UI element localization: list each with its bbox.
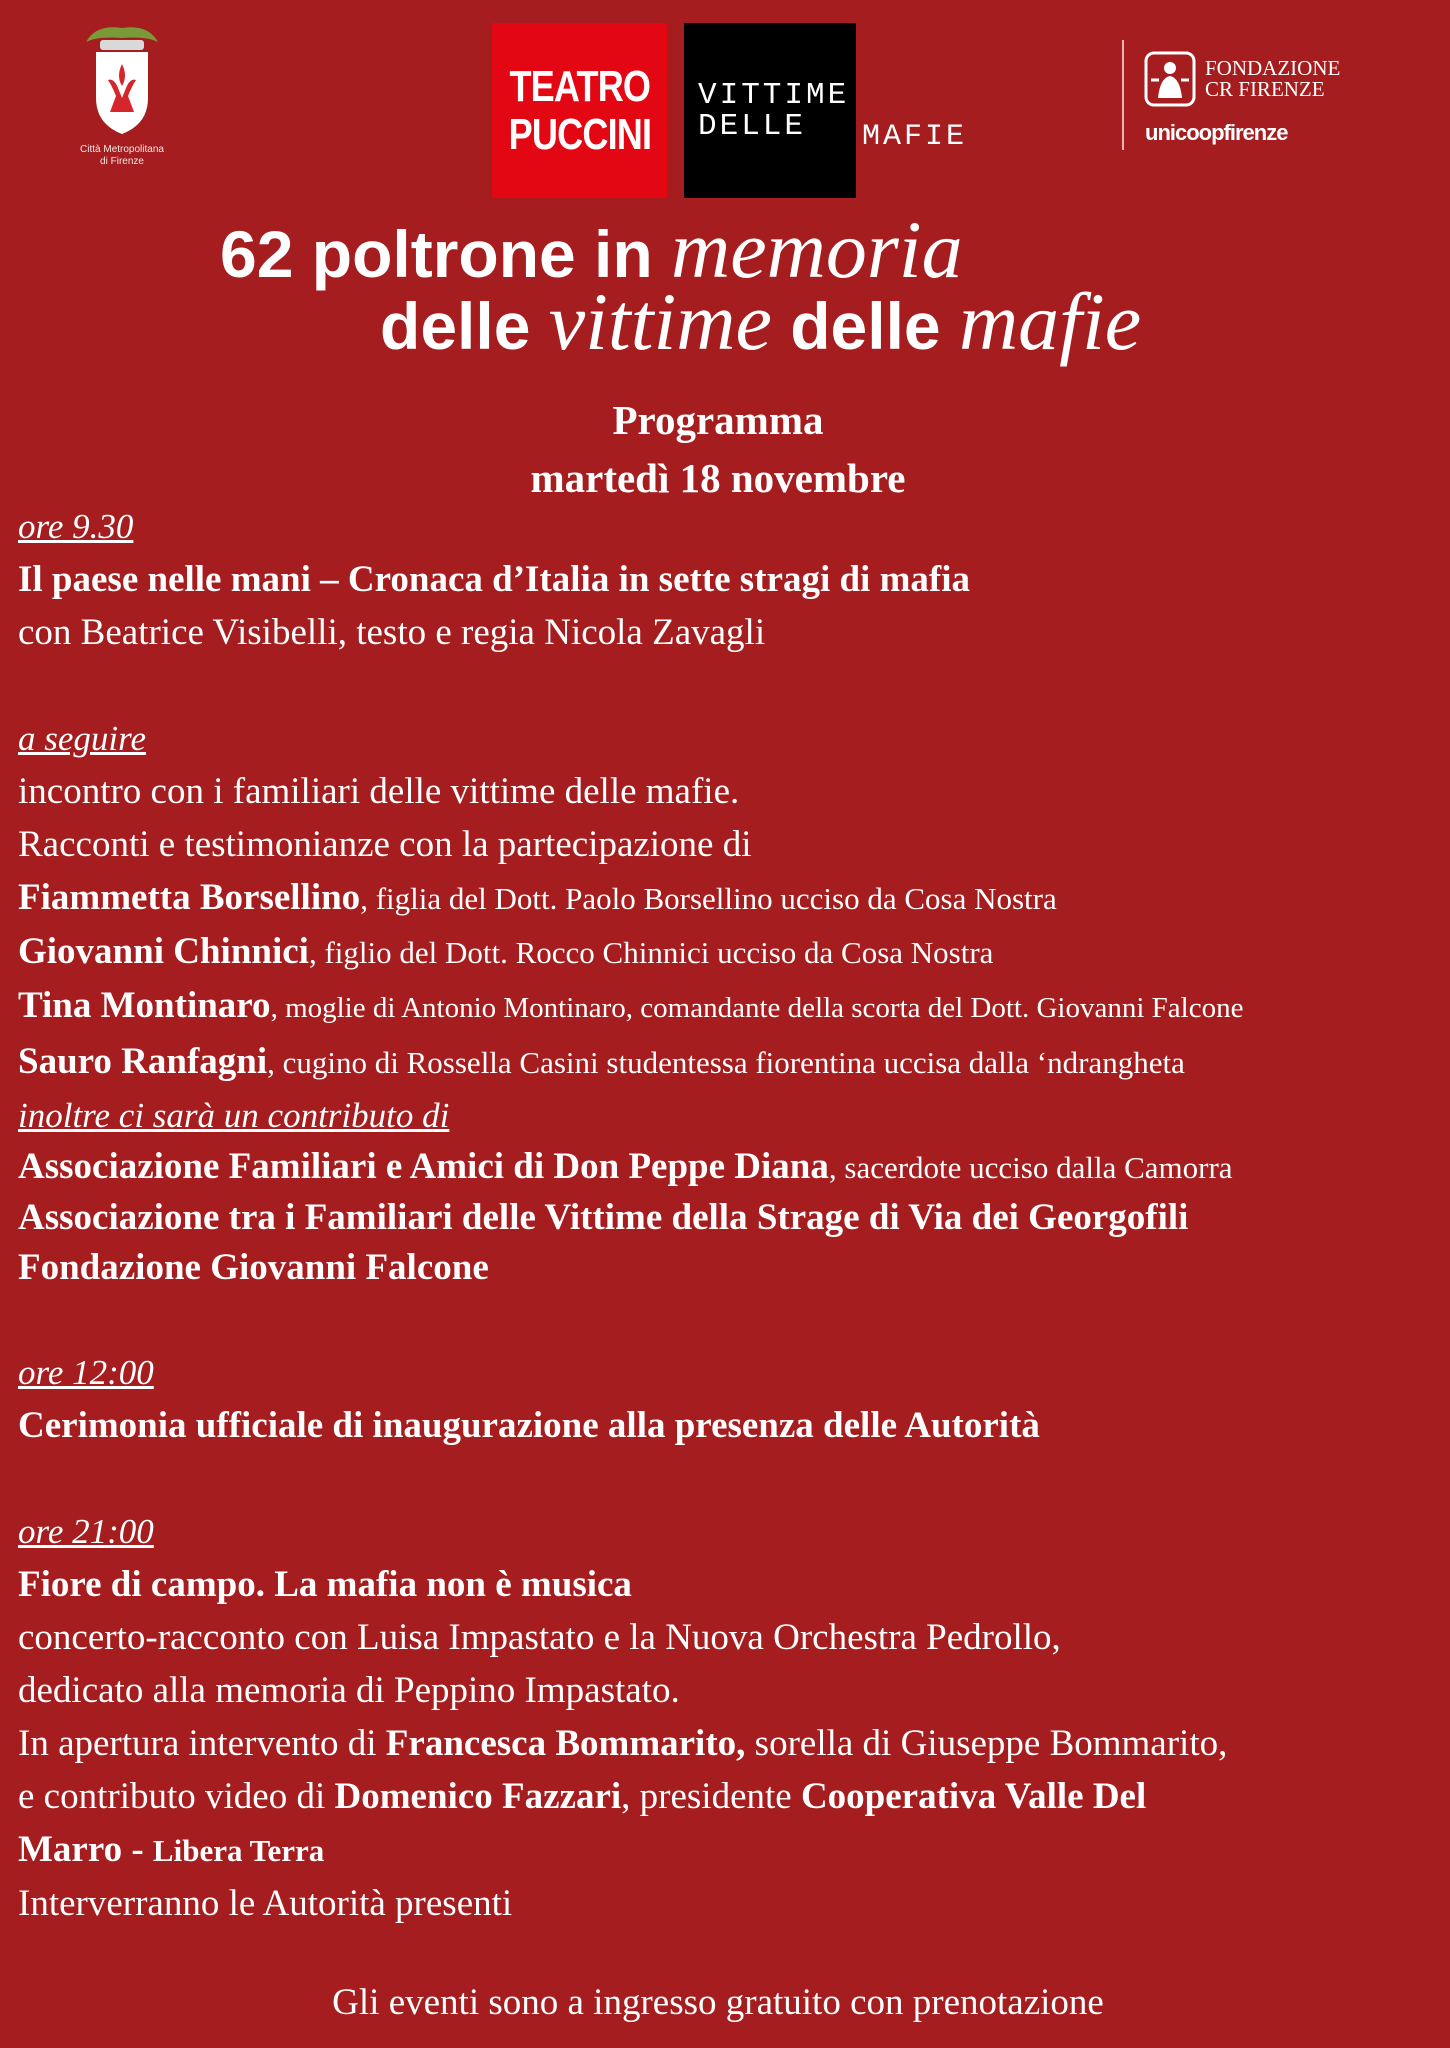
event-subtitle: con Beatrice Visibelli, testo e regia Nicola Zavagli [18, 612, 766, 653]
event-text [18, 1823, 1438, 1877]
text-part-bold: Francesca Bommarito, [385, 1723, 746, 1764]
title-part-italic: vittime [548, 276, 772, 367]
participant-row [18, 925, 1438, 979]
event-title: Il paese nelle mani – Cronaca d’Italia in sette stragi di mafia [18, 559, 971, 600]
event-text: dedicato alla memoria di Peppino Impastato. [18, 1670, 680, 1711]
participant-row [18, 1035, 1438, 1089]
text-part: , presidente [621, 1776, 801, 1817]
footer-note: Gli eventi sono a ingresso gratuito con prenotazione [332, 1982, 1104, 2023]
association-name: Associazione Familiari e Amici di Don Peppe Diana [18, 1146, 829, 1187]
participant-desc: , figlia del Dott. Paolo Borsellino ucciso da Cosa Nostra [360, 881, 1057, 916]
time-label: a seguire [18, 719, 146, 758]
program-content [18, 500, 1438, 1930]
event-text: incontro con i familiari delle vittime delle mafie. [18, 771, 740, 812]
event-text [18, 1770, 1438, 1823]
participant-name: Giovanni Chinnici [18, 931, 309, 972]
event-title: Cerimonia ufficiale di inaugurazione alla presenza delle Autorità [18, 1405, 1040, 1446]
event-text: Racconti e testimonianze con la partecipazione di [18, 824, 752, 865]
main-title-line-2 [380, 277, 1141, 371]
vittime-delle-mafie-logo [684, 23, 856, 198]
mafie-word: MAFIE [862, 120, 968, 154]
fleur-de-lis-crest-icon [76, 20, 168, 140]
fondazione-line-1: FONDAZIONE [1205, 56, 1341, 80]
delle-word: DELLE [698, 108, 807, 144]
participant-desc: , cugino di Rossella Casini studentessa fiorentina uccisa dalla ‘ndrangheta [267, 1045, 1185, 1080]
participant-name: Tina Montinaro [18, 985, 271, 1026]
event-title: Fiore di campo. La mafia non è musica [18, 1564, 632, 1605]
citta-metropolitana-logo [70, 20, 174, 168]
text-part: sorella di Giuseppe Bommarito, [745, 1723, 1228, 1764]
title-part: 62 poltrone in [220, 217, 672, 291]
unicoop-firenze-logo: unicoopfirenze [1145, 120, 1288, 145]
logo-divider [1122, 40, 1124, 150]
city-name: Città Metropolitana di Firenze [80, 144, 164, 167]
time-label: ore 21:00 [18, 1512, 154, 1551]
association-name: Fondazione Giovanni Falcone [18, 1247, 489, 1288]
text-part-bold: Cooperativa Valle Del [800, 1776, 1147, 1817]
event-text [18, 1717, 1438, 1770]
event-date: martedì 18 novembre [530, 455, 906, 501]
inoltre-label: inoltre ci sarà un contributo di [18, 1096, 450, 1135]
participant-row [18, 979, 1438, 1035]
event-text: Interverranno le Autorità presenti [18, 1883, 513, 1924]
fondazione-line-2: CR FIRENZE [1205, 77, 1325, 101]
title-part-italic: mafie [958, 276, 1142, 367]
title-part: delle [771, 289, 959, 363]
participant-row [18, 871, 1438, 925]
text-part: In apertura intervento di [18, 1723, 386, 1764]
teatro-puccini-logo [492, 23, 667, 198]
participant-desc: , moglie di Antonio Montinaro, comandante della scorta del Dott. Giovanni Falcone [270, 992, 1244, 1024]
time-label: ore 9.30 [18, 507, 134, 546]
vittime-word: VITTIME [698, 77, 850, 113]
text-part: e contributo video di [18, 1776, 335, 1817]
teatro-word: TEATRO [509, 61, 650, 111]
participant-name: Sauro Ranfagni [18, 1041, 268, 1082]
text-part-bold: Marro - [18, 1829, 153, 1870]
association-name: Associazione tra i Familiari delle Vittime della Strage di Via dei Georgofili [18, 1197, 1189, 1238]
association-row [18, 1142, 1438, 1193]
participant-desc: , figlio del Dott. Rocco Chinnici ucciso da Cosa Nostra [308, 935, 994, 970]
title-part-italic: memoria [671, 204, 963, 295]
text-part-bold: Libera Terra [152, 1833, 325, 1868]
fondazione-cr-firenze-logo [1143, 50, 1340, 108]
programma-heading: Programma [612, 397, 824, 443]
event-text: concerto-racconto con Luisa Impastato e la Nuova Orchestra Pedrollo, [18, 1617, 1061, 1658]
text-part-bold: Domenico Fazzari [334, 1776, 622, 1817]
title-part: delle [380, 289, 549, 363]
time-label: ore 12:00 [18, 1353, 154, 1392]
puccini-word: PUCCINI [508, 109, 651, 159]
participant-name: Fiammetta Borsellino [18, 877, 361, 918]
association-desc: , sacerdote ucciso dalla Camorra [828, 1150, 1233, 1185]
fondazione-emblem-icon [1143, 50, 1197, 108]
